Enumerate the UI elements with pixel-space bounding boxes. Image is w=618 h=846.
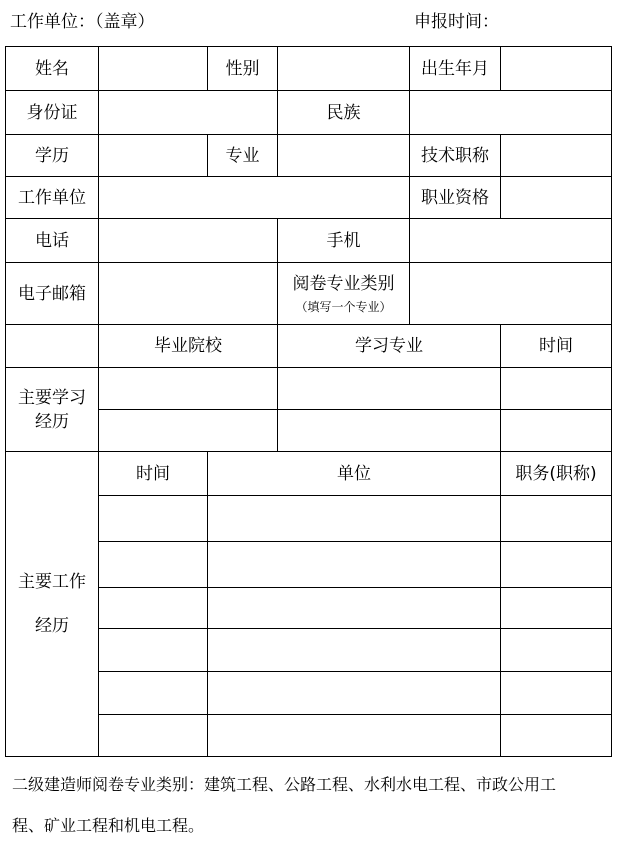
work-position-field[interactable] bbox=[501, 542, 612, 588]
birth-label: 出生年月 bbox=[410, 47, 501, 91]
work-time-field[interactable] bbox=[99, 542, 208, 588]
review-major-footnote: 二级建造师阅卷专业类别：建筑工程、公路工程、水利水电工程、市政公用工程、矿业工程和机电工程。 bbox=[12, 775, 557, 835]
work-time-field[interactable] bbox=[99, 672, 208, 715]
work-unit-field[interactable] bbox=[208, 542, 501, 588]
name-field[interactable] bbox=[99, 47, 208, 91]
work-position-field[interactable] bbox=[501, 496, 612, 542]
study-section-line1: 主要学习 bbox=[18, 387, 86, 408]
id-card-field[interactable] bbox=[99, 91, 278, 135]
study-major-field[interactable] bbox=[278, 410, 501, 452]
name-label: 姓名 bbox=[6, 47, 99, 91]
study-school-field[interactable] bbox=[99, 368, 278, 410]
study-section-line2: 经历 bbox=[35, 411, 69, 432]
work-unit-field[interactable] bbox=[208, 629, 501, 672]
birth-field[interactable] bbox=[501, 47, 612, 91]
major-label: 专业 bbox=[208, 135, 278, 177]
work-section-line2: 经历 bbox=[35, 616, 69, 636]
major-field[interactable] bbox=[278, 135, 410, 177]
work-time-field[interactable] bbox=[99, 629, 208, 672]
education-label: 学历 bbox=[6, 135, 99, 177]
phone-field[interactable] bbox=[99, 219, 278, 263]
work-position-field[interactable] bbox=[501, 715, 612, 757]
study-school-field[interactable] bbox=[99, 410, 278, 452]
registration-form-table bbox=[5, 46, 612, 757]
study-col-time: 时间 bbox=[501, 325, 612, 368]
work-section-label bbox=[6, 452, 99, 757]
qualification-field[interactable] bbox=[501, 177, 612, 219]
work-col-time: 时间 bbox=[99, 452, 208, 496]
gender-label: 性别 bbox=[208, 47, 278, 91]
review-major-field[interactable] bbox=[410, 263, 612, 325]
employer-label: 工作单位 bbox=[6, 177, 99, 219]
study-col-major: 学习专业 bbox=[278, 325, 501, 368]
work-section-line1: 主要工作 bbox=[18, 572, 86, 592]
review-major-note: （填写一个专业） bbox=[295, 300, 392, 314]
work-position-field[interactable] bbox=[501, 672, 612, 715]
work-col-unit: 单位 bbox=[208, 452, 501, 496]
ethnicity-label: 民族 bbox=[278, 91, 410, 135]
email-field[interactable] bbox=[99, 263, 278, 325]
work-time-field[interactable] bbox=[99, 588, 208, 629]
study-time-field[interactable] bbox=[501, 368, 612, 410]
education-field[interactable] bbox=[99, 135, 208, 177]
gender-field[interactable] bbox=[278, 47, 410, 91]
study-header-blank bbox=[6, 325, 99, 368]
work-time-field[interactable] bbox=[99, 715, 208, 757]
work-unit-field[interactable] bbox=[208, 672, 501, 715]
study-section-label bbox=[6, 368, 99, 452]
review-major-cell bbox=[278, 263, 410, 325]
study-col-school: 毕业院校 bbox=[99, 325, 278, 368]
work-unit-field[interactable] bbox=[208, 588, 501, 629]
work-time-field[interactable] bbox=[99, 496, 208, 542]
work-position-field[interactable] bbox=[501, 588, 612, 629]
ethnicity-field[interactable] bbox=[410, 91, 612, 135]
title-label: 技术职称 bbox=[410, 135, 501, 177]
application-date-label: 申报时间： bbox=[414, 12, 499, 32]
employer-field[interactable] bbox=[99, 177, 410, 219]
org-stamp-label: 工作单位：（盖章） bbox=[10, 12, 155, 32]
study-major-field[interactable] bbox=[278, 368, 501, 410]
work-position-field[interactable] bbox=[501, 629, 612, 672]
work-unit-field[interactable] bbox=[208, 715, 501, 757]
mobile-field[interactable] bbox=[410, 219, 612, 263]
id-card-label: 身份证 bbox=[6, 91, 99, 135]
qualification-label: 职业资格 bbox=[410, 177, 501, 219]
phone-label: 电话 bbox=[6, 219, 99, 263]
title-field[interactable] bbox=[501, 135, 612, 177]
review-major-label: 阅卷专业类别 bbox=[292, 274, 395, 294]
work-unit-field[interactable] bbox=[208, 496, 501, 542]
study-time-field[interactable] bbox=[501, 410, 612, 452]
mobile-label: 手机 bbox=[278, 219, 410, 263]
email-label: 电子邮箱 bbox=[6, 263, 99, 325]
work-col-position: 职务(职称) bbox=[501, 452, 612, 496]
